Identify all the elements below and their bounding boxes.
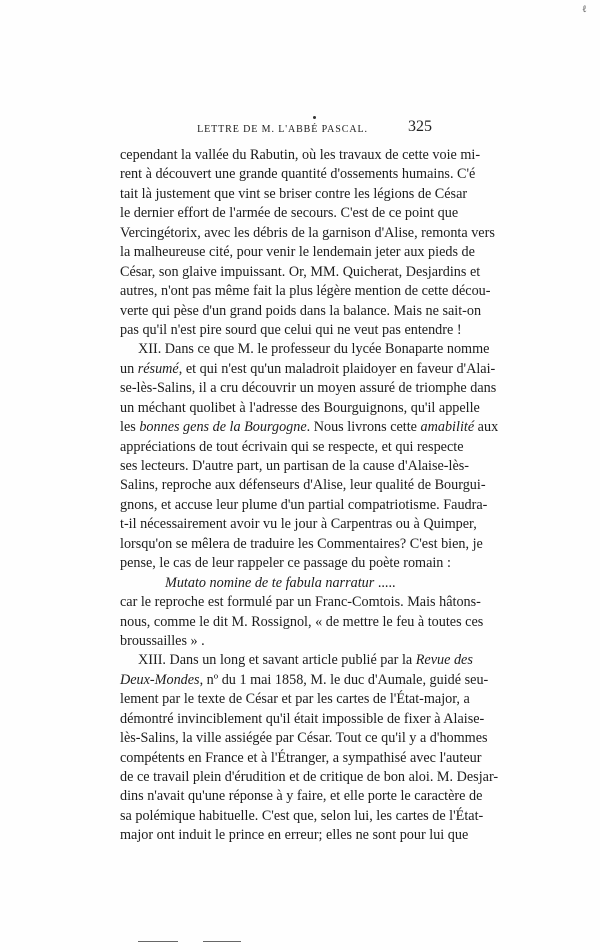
line-text: XII. Dans ce que M. le professeur du lycée Bonaparte nomme — [138, 341, 490, 358]
text-line — [120, 613, 484, 632]
text-line — [120, 263, 481, 282]
line-text: lès-Salins, la ville assiégée par César. Tout ce qu'il y a d'hommes — [120, 730, 488, 747]
text-line — [120, 632, 434, 651]
line-text: lement par le texte de César et par les cartes de l'État-major, a — [120, 691, 470, 708]
line-text: sa polémique habituelle. C'est que, selon lui, les cartes de l'État- — [120, 807, 484, 824]
text-line — [120, 787, 483, 806]
text-line — [120, 282, 491, 301]
line-text: le dernier effort de l'armée de secours. C'est de ce point que — [120, 205, 459, 222]
text-line — [120, 360, 496, 379]
text-line — [120, 554, 451, 573]
line-text: , et qui n'est qu'un maladroit plaidoyer en faveur d'Alai- — [178, 360, 496, 377]
text-line — [120, 749, 482, 768]
italic-text: bonnes gens de la Bourgogne — [139, 419, 307, 436]
line-text: major ont induit le prince en erreur; elles ne sont pour lui que — [120, 827, 469, 844]
text-line — [120, 807, 484, 826]
line-text: ..... — [374, 574, 396, 591]
text-line — [120, 574, 434, 593]
italic-text: Mutato nomine de te fabula narratur — [165, 574, 375, 591]
italic-text: amabilité — [420, 419, 475, 436]
line-text: rent à découvert une grande quantité d'ossements humains. C'é — [120, 166, 476, 183]
text-line — [120, 729, 488, 748]
line-text: un — [120, 360, 138, 377]
text-line — [120, 438, 464, 457]
line-text: Vercingétorix, avec les débris de la garnison d'Alise, remonta vers — [120, 224, 495, 241]
text-line — [120, 515, 477, 534]
line-text: cependant la vallée du Rabutin, où les travaux de cette voie mi- — [120, 147, 481, 163]
ink-speck — [313, 116, 316, 119]
text-line — [120, 535, 483, 554]
line-text: pense, le cas de leur rappeler ce passage du poète romain : — [120, 555, 451, 572]
corner-mark: ℓ — [582, 4, 587, 15]
line-text: dins n'avait qu'une réponse à y faire, et elle porte le caractère de — [120, 788, 483, 805]
line-text: autres, n'ont pas même fait la plus légère mention de cette décou- — [120, 283, 491, 300]
line-text: XIII. Dans un long et savant article publié par la — [138, 652, 416, 669]
line-text: pas qu'il n'est pire sourd que celui qui ne veut pas entendre ! — [120, 321, 462, 338]
line-text: , nº du 1 mai 1858, M. le duc d'Aumale, guidé seu- — [199, 671, 489, 688]
text-line — [120, 185, 468, 204]
line-text: démontré invinciblement qu'il était impossible de fixer à Alaise- — [120, 710, 485, 727]
line-text: aux — [474, 419, 499, 436]
italic-text: Deux-Mondes — [120, 671, 200, 688]
text-line — [120, 321, 462, 340]
line-text: lorsqu'on se mêlera de traduire les Commentaires? C'est bien, je — [120, 535, 483, 552]
body-text — [120, 146, 499, 846]
line-text: broussailles » . — [120, 632, 205, 649]
text-line — [120, 399, 480, 418]
line-text: gnons, et accuse leur plume d'un partial compatriotisme. Faudra- — [120, 496, 488, 513]
line-text: de ce travail plein d'érudition et de critique de bon aloi. M. Desjar- — [120, 769, 499, 785]
text-line — [120, 671, 489, 690]
text-line — [120, 340, 490, 359]
text-line — [120, 593, 481, 612]
italic-text: Revue des — [415, 652, 473, 669]
text-line — [120, 302, 482, 321]
text-line — [120, 651, 473, 670]
line-text: Salins, reproche aux défenseurs d'Alise, leur qualité de Bourgui- — [120, 477, 486, 494]
text-line — [120, 496, 488, 515]
text-line — [120, 146, 481, 165]
line-text: se-lès-Salins, il a cru découvrir un moyen assuré de triomphe dans — [120, 380, 497, 397]
line-text: verte qui pèse d'un grand poids dans la balance. Mais ne sait-on — [120, 302, 482, 319]
line-text: . Nous livrons cette — [306, 419, 421, 436]
line-text: compétents en France et à l'Étranger, a sympathisé avec l'auteur — [120, 749, 482, 766]
footer-rule-right — [203, 941, 241, 942]
text-line — [120, 418, 499, 437]
line-text: car le reproche est formulé par un Franc-Comtois. Mais hâtons- — [120, 594, 481, 611]
text-line — [120, 243, 475, 262]
footer-rule-left — [138, 941, 178, 942]
line-text: la malheureuse cité, pour venir le lendemain jeter aux pieds de — [120, 244, 475, 261]
text-line — [120, 476, 486, 495]
text-line — [120, 690, 470, 709]
text-line — [120, 165, 476, 184]
text-line — [120, 379, 497, 398]
text-line — [120, 224, 495, 243]
line-text: nous, comme le dit M. Rossignol, « de mettre le feu à toutes ces — [120, 613, 484, 630]
italic-text: résumé — [137, 360, 179, 377]
text-line — [120, 826, 469, 845]
text-line — [120, 204, 459, 223]
line-text: ses lecteurs. D'autre part, un partisan de la cause d'Alaise-lès- — [120, 458, 470, 474]
line-text: un méchant quolibet à l'adresse des Bourguignons, qu'il appelle — [120, 399, 480, 416]
text-line — [120, 710, 485, 729]
line-text: tait là justement que vint se briser contre les légions de César — [120, 185, 468, 202]
line-text: t-il nécessairement avoir vu le jour à Carpentras ou à Quimper, — [120, 516, 477, 533]
running-header: LETTRE DE M. L'ABBÉ PASCAL. — [197, 124, 368, 135]
text-line — [120, 457, 470, 476]
line-text: César, son glaive impuissant. Or, MM. Quicherat, Desjardins et — [120, 263, 481, 280]
text-line — [120, 768, 499, 787]
page-number: 325 — [408, 118, 432, 135]
line-text: appréciations de tout écrivain qui se respecte, et qui respecte — [120, 438, 464, 455]
line-text: les — [120, 419, 140, 436]
